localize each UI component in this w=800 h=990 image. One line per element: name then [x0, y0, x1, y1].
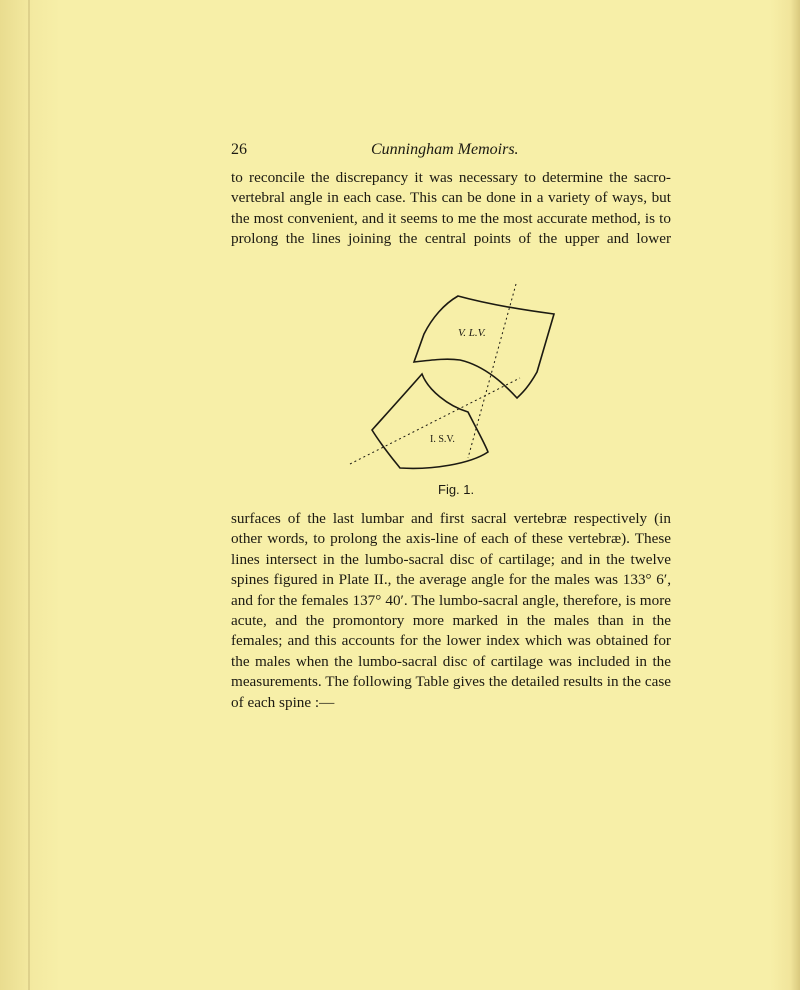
label-upper-vertebra: V. L.V. [458, 327, 486, 339]
page-number: 26 [231, 141, 247, 158]
paragraph-intro: to reconcile the discrepancy it was necessary to determine the sacro-vertebral angle in each case. This can be done in a variety of ways, but the most convenient, and it seems to me the most accurate method, is to prolong the lines joining the central points of the upper and lower [231, 169, 671, 248]
binding-shadow [28, 0, 30, 990]
figure-caption: Fig. 1. [438, 482, 475, 497]
lower-axis-line [350, 378, 520, 464]
lower-vertebra-outline [372, 374, 488, 468]
upper-axis-line [468, 284, 516, 458]
figure-1 [320, 282, 580, 502]
vertebrae-diagram [320, 282, 580, 482]
paragraph-results: surfaces of the last lumbar and first sacral vertebræ respectively (in other words, to prolong the axis-line of each of these vertebræ). These lines intersect in the lumbo-sacral disc of cartilage; and in the twelve spines figured in Plate II., the average angle for the males was 133° 6′, and for the females 137° 40′. The lumbo-sacral angle, therefore, is more acute, and the promontory more marked in the males than in the females; and this accounts for the lower index which was obtained for the males when the lumbo-sacral disc of cartilage was included in the measurements. The following Table gives the detailed results in the case of each spine :— [231, 510, 671, 711]
upper-vertebra-outline [414, 296, 554, 398]
journal-title: Cunningham Memoirs. [371, 141, 519, 158]
running-head [231, 141, 531, 163]
label-lower-vertebra: I. S.V. [430, 434, 455, 445]
